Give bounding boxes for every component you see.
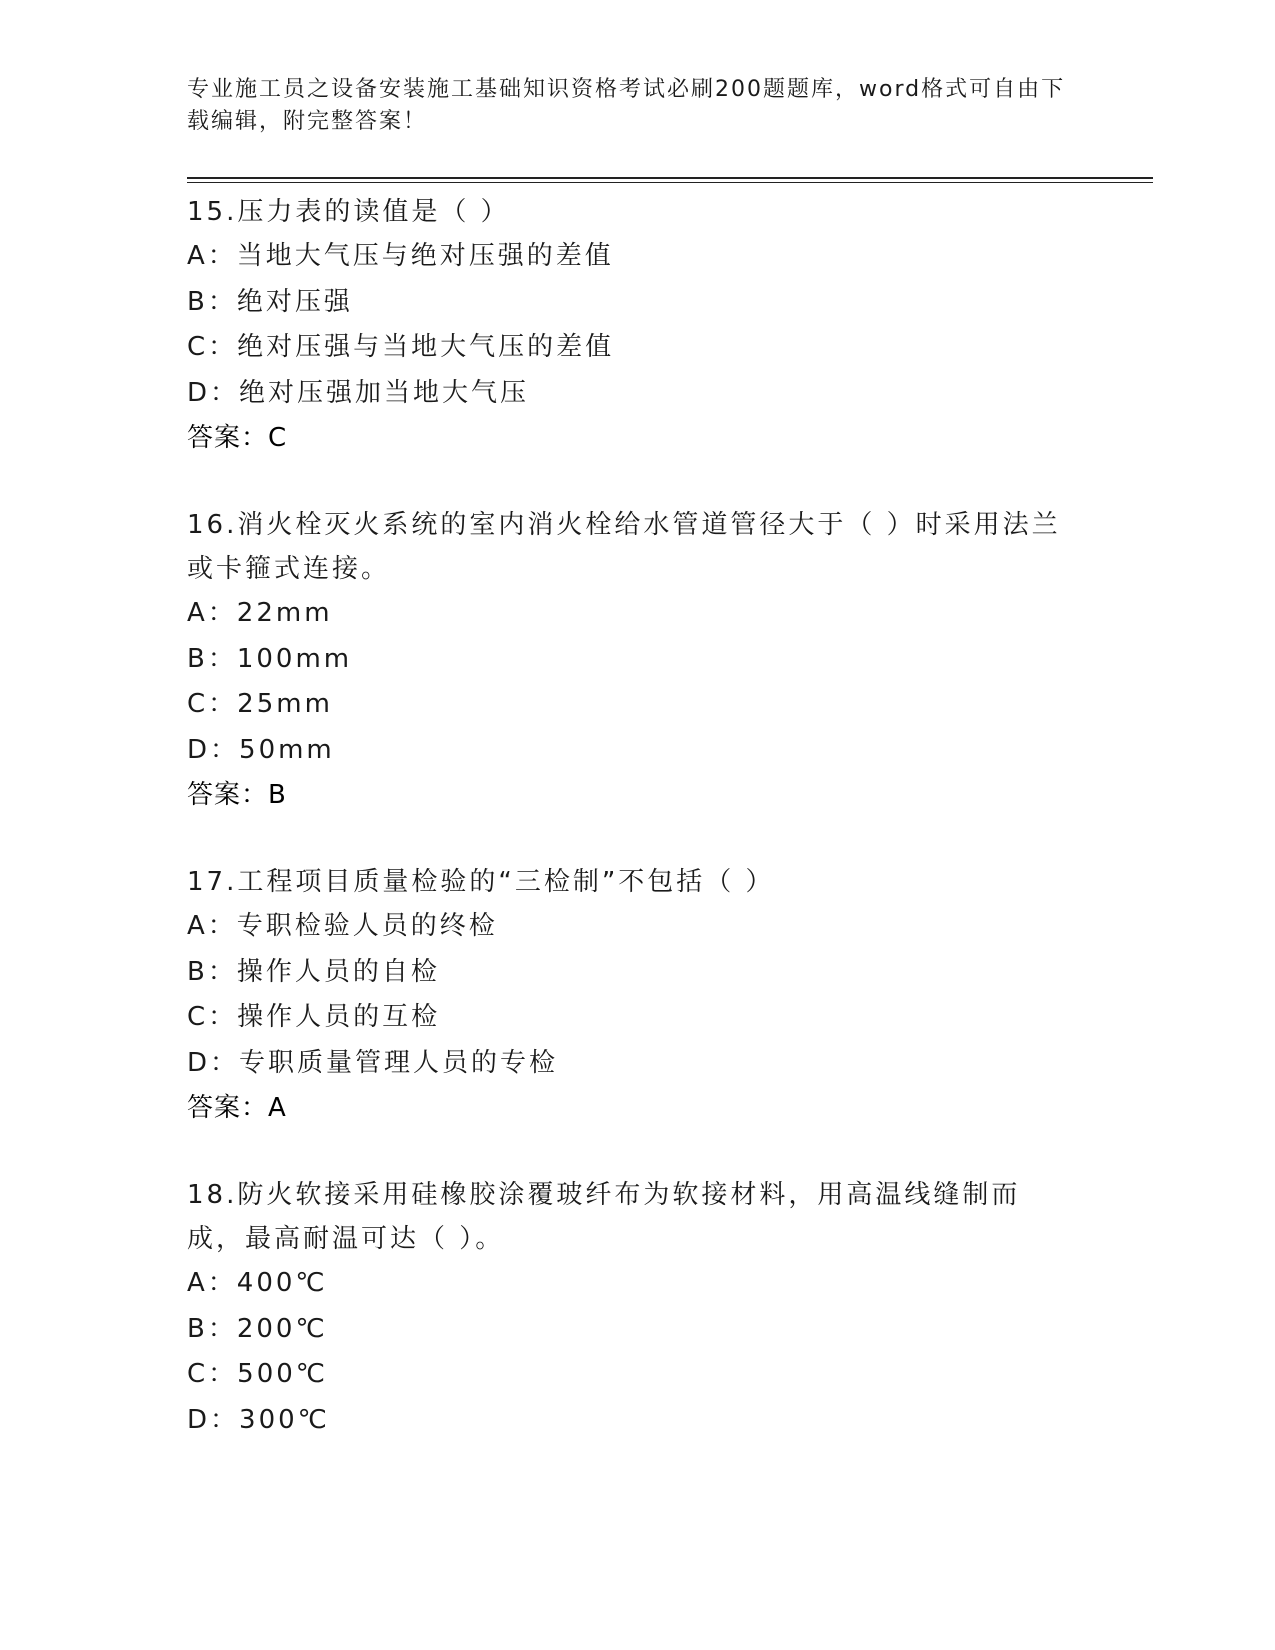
header-divider-thick xyxy=(187,177,1153,179)
option-d: D：专职质量管理人员的专检 xyxy=(187,1047,559,1078)
option-c: C：绝对压强与当地大气压的差值 xyxy=(187,332,615,362)
option-c: C：500℃ xyxy=(187,1359,328,1389)
option-a: A：专职检验人员的终检 xyxy=(187,911,498,941)
option-a: A：当地大气压与绝对压强的差值 xyxy=(187,241,614,271)
option-b: B：绝对压强 xyxy=(187,286,353,317)
question-18 xyxy=(187,1173,1067,1443)
answer: 答案：C xyxy=(187,423,288,453)
question-15 xyxy=(187,190,1067,461)
option-b: B：操作人员的自检 xyxy=(187,956,440,987)
option-a: A：400℃ xyxy=(187,1268,328,1298)
option-d: D：50mm xyxy=(187,734,335,765)
option-b: B：200℃ xyxy=(187,1313,328,1344)
answer: 答案：B xyxy=(187,780,287,810)
option-a: A：22mm xyxy=(187,598,333,628)
question-stem: 17.工程项目质量检验的“三检制”不包括（ ） xyxy=(187,867,775,897)
question-stem: 18.防火软接采用硅橡胶涂覆玻纤布为软接材料，用高温线缝制而成，最高耐温可达（ ）。 xyxy=(187,1180,1021,1254)
option-d: D：300℃ xyxy=(187,1404,330,1435)
question-stem: 15.压力表的读值是（ ） xyxy=(187,197,510,227)
option-d: D：绝对压强加当地大气压 xyxy=(187,377,530,408)
document-header: 专业施工员之设备安装施工基础知识资格考试必刷200题题库，word格式可自由下载编辑，附完整答案！ xyxy=(187,77,1066,134)
option-c: C：25mm xyxy=(187,689,333,719)
option-b: B：100mm xyxy=(187,643,353,674)
question-list xyxy=(187,190,1067,1485)
question-stem: 16.消火栓灭火系统的室内消火栓给水管道管径大于（ ）时采用法兰或卡箍式连接。 xyxy=(187,510,1061,584)
question-17 xyxy=(187,860,1067,1131)
answer: 答案：A xyxy=(187,1093,287,1123)
question-16 xyxy=(187,503,1067,818)
header-divider-thin xyxy=(187,182,1153,183)
option-c: C：操作人员的互检 xyxy=(187,1002,441,1032)
